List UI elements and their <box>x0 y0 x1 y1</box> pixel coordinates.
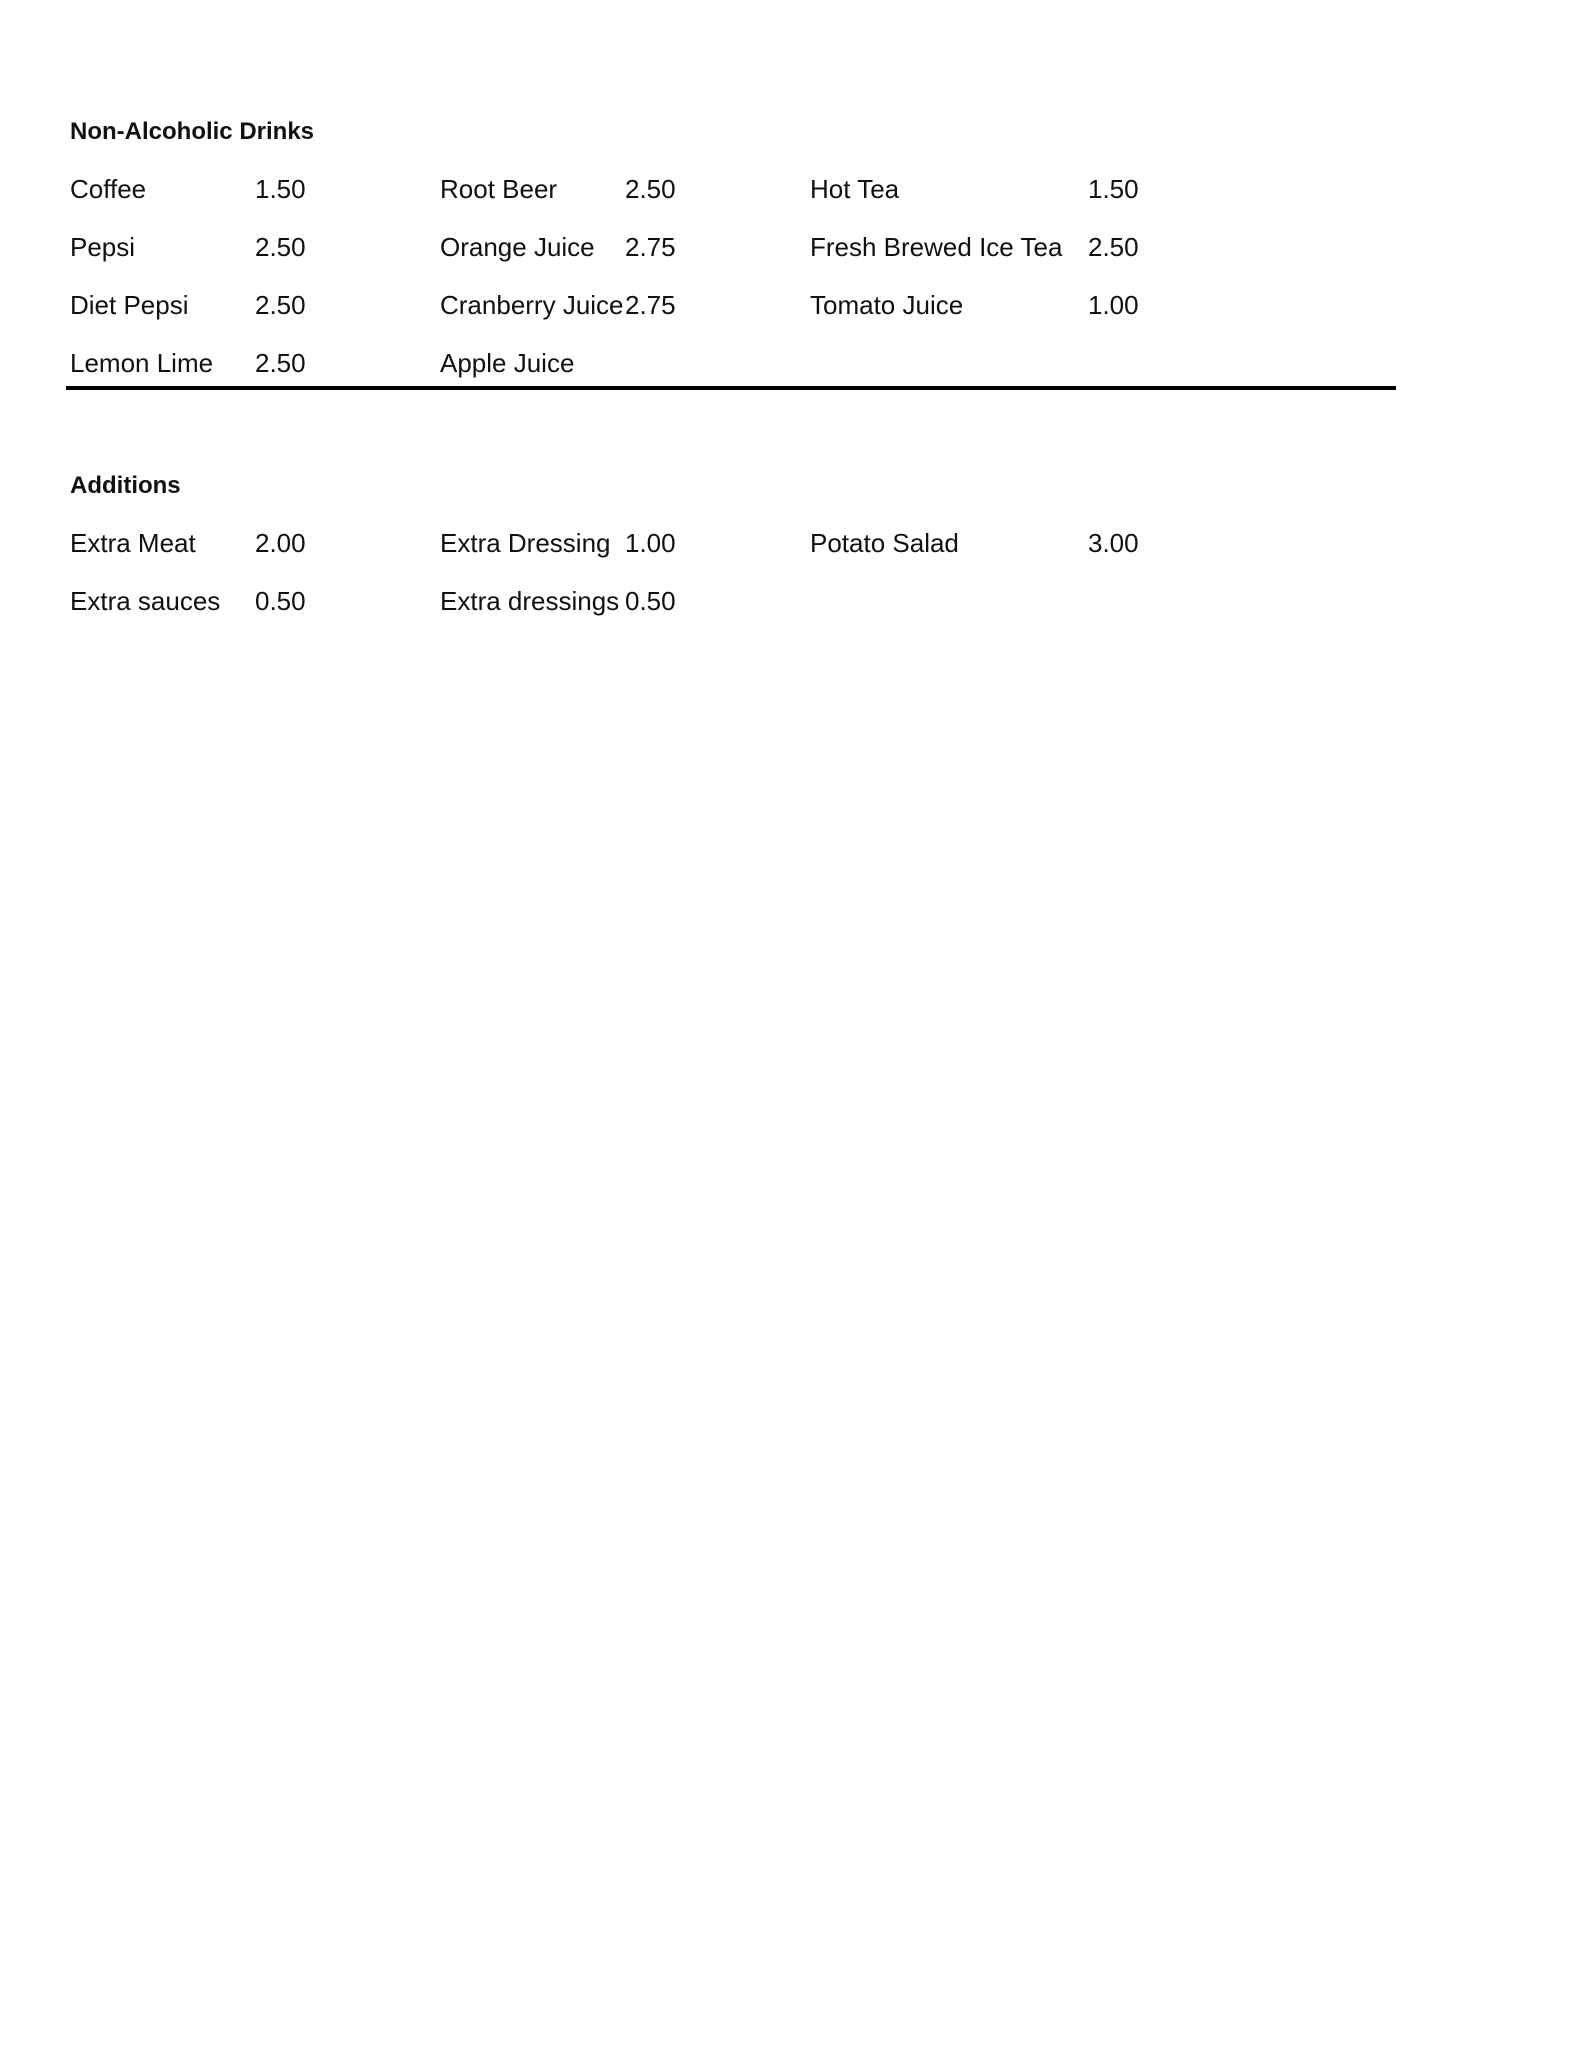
section-divider <box>66 386 1396 390</box>
menu-item-price: 2.00 <box>255 528 306 558</box>
additions-section-title: Additions <box>70 472 181 499</box>
menu-item-price: 1.00 <box>1088 290 1139 320</box>
menu-item-price: 2.50 <box>1088 232 1139 262</box>
menu-item-price: 1.00 <box>625 528 676 558</box>
menu-item-name: Pepsi <box>70 232 136 262</box>
drinks-section-title: Non-Alcoholic Drinks <box>70 118 315 145</box>
menu-item-price: 0.50 <box>255 586 306 616</box>
menu-item-price: 3.00 <box>1088 528 1139 558</box>
menu-item-name: Root Beer <box>440 174 558 204</box>
menu-item-price: 2.50 <box>625 174 676 204</box>
menu-item-price: 2.50 <box>255 232 306 262</box>
menu-item-price: 1.50 <box>255 174 306 204</box>
menu-item-name: Orange Juice <box>440 232 595 262</box>
menu-item-name: Apple Juice <box>440 348 575 378</box>
menu-item-name: Extra Meat <box>70 528 196 558</box>
menu-item-name: Diet Pepsi <box>70 290 189 320</box>
menu-item-name: Extra Dressing <box>440 528 611 558</box>
menu-item-name: Potato Salad <box>810 528 959 558</box>
menu-item-name: Coffee <box>70 174 147 204</box>
menu-item-price: 2.75 <box>625 290 676 320</box>
menu-item-name: Lemon Lime <box>70 348 214 378</box>
menu-item-name: Tomato Juice <box>810 290 964 320</box>
menu-item-name: Fresh Brewed Ice Tea <box>810 232 1063 262</box>
menu-item-price: 2.50 <box>255 290 306 320</box>
menu-item-price: 0.50 <box>625 586 676 616</box>
menu-item-name: Hot Tea <box>810 174 900 204</box>
menu-item-price: 2.75 <box>625 232 676 262</box>
menu-item-price: 1.50 <box>1088 174 1139 204</box>
menu-item-name: Cranberry Juice <box>440 290 624 320</box>
menu-item-name: Extra dressings <box>440 586 620 616</box>
menu-item-name: Extra sauces <box>70 586 221 616</box>
menu-item-price: 2.50 <box>255 348 306 378</box>
